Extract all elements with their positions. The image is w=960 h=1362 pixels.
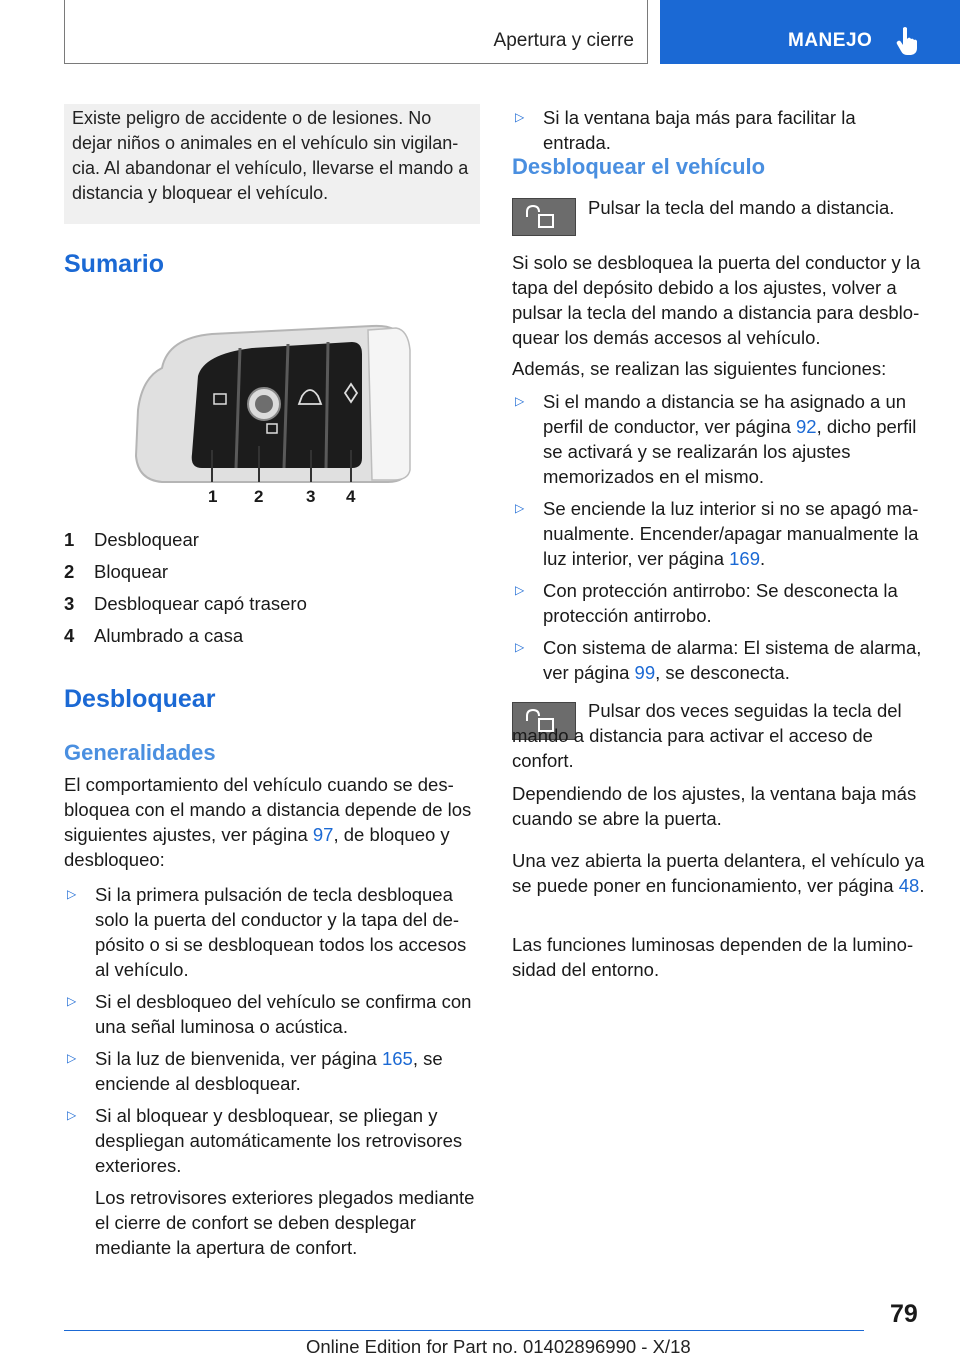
warning-text: Existe peligro de accidente o de lesiones. No dejar niños o animales en el vehículo sin vigilancia. Al abandonar el vehículo, llevarse el mando a distancia y bloquear el vehículo. <box>72 108 469 203</box>
triangle-bullet-icon: ▷ <box>515 583 525 597</box>
triangle-bullet-icon: ▷ <box>67 1108 77 1122</box>
list-item <box>512 496 928 571</box>
heading-sumario: Sumario <box>64 250 165 278</box>
paragraph-lights: Las funciones luminosas dependen de la luminosidad del entorno. <box>512 934 914 980</box>
header-tab-label[interactable]: MANEJO <box>788 30 873 51</box>
legend-text: Desbloquear <box>94 529 199 550</box>
intro-text: El comportamiento del vehículo cuando se desbloquea con el mando a distancia depende de los siguientes ajustes, ver página <box>64 774 472 845</box>
figure-number-2: 2 <box>254 487 264 506</box>
intro-text-end: , de bloqueo y desbloqueo: <box>64 824 450 870</box>
footer-divider <box>64 1330 864 1331</box>
page-link-99[interactable]: 99 <box>634 662 656 683</box>
heading-desbloquear-vehiculo: Desbloquear el vehículo <box>512 154 766 179</box>
list-item <box>64 1103 480 1260</box>
paragraph-start: Una vez abierta la puerta delantera, el vehículo ya se puede poner en funcionamiento, ver página 48. <box>512 850 925 896</box>
intro-paragraph <box>64 772 480 872</box>
list-item <box>512 105 928 155</box>
figure-number-4: 4 <box>346 487 356 506</box>
legend-item <box>64 623 480 648</box>
list-item <box>512 635 928 685</box>
legend-item <box>64 591 480 616</box>
list-item-note: Los retrovisores exteriores plegados mediante el cierre de confort se deben desplegar mediante la apertura de confort. <box>95 1187 475 1258</box>
pointing-hand-icon <box>896 26 922 56</box>
list-item-text: Si el mando a distancia se ha asignado a un perfil de conductor, ver página 92, dicho perfil se activará y se realizarán los ajustes memorizados en el mismo. <box>543 391 917 487</box>
legend-num: 2 <box>64 561 75 582</box>
list-item <box>512 578 928 628</box>
functions-list <box>512 389 928 685</box>
unlock-instruction: Pulsar la tecla del mando a distancia. <box>588 197 895 218</box>
settings-list <box>64 882 480 1260</box>
list-item-text: Con sistema de alarma: El sistema de alarma, ver página 99, se desconecta. <box>543 637 922 683</box>
legend-num: 1 <box>64 529 75 550</box>
legend-num: 4 <box>64 625 75 646</box>
warning-box <box>64 104 480 224</box>
legend-text: Bloquear <box>94 561 169 582</box>
list-item <box>512 389 928 489</box>
paragraph-functions: Además, se realizan las siguientes funciones: <box>512 358 887 379</box>
paragraph-unlock-settings: Si solo se desbloquea la puerta del conductor y la tapa del depósito debido a los ajustes, volver a pulsar la tecla del mando a distancia para desbloquear los demás accesos al vehículo. <box>512 252 921 348</box>
page-link-48[interactable]: 48 <box>898 875 920 896</box>
legend-text: Alumbrado a casa <box>94 625 244 646</box>
key-fob-figure <box>132 320 416 510</box>
triangle-bullet-icon: ▷ <box>67 887 77 901</box>
figure-number-3: 3 <box>306 487 316 506</box>
page-link-169[interactable]: 169 <box>729 548 761 569</box>
page-link-92[interactable]: 92 <box>796 416 817 437</box>
triangle-bullet-icon: ▷ <box>67 994 77 1008</box>
legend-item <box>64 559 480 584</box>
comfort-access-instruction: Pulsar dos veces seguidas la tecla del mando a distancia para activar el acceso de confort. <box>512 700 902 771</box>
heading-generalidades: Generalidades <box>64 740 216 765</box>
right-top-list <box>512 105 928 155</box>
legend-text: Desbloquear capó trasero <box>94 593 307 614</box>
unlock-icon <box>513 199 575 235</box>
list-item <box>64 1046 480 1096</box>
unlock-button-icon-box <box>512 198 576 236</box>
list-item <box>64 882 480 982</box>
paragraph-window: Dependiendo de los ajustes, la ventana baja más cuando se abre la puerta. <box>512 783 917 829</box>
edition-text: Online Edition for Part no. 01402896990 - X/18 <box>306 1336 691 1357</box>
legend-list <box>64 527 480 648</box>
triangle-bullet-icon: ▷ <box>515 501 525 515</box>
triangle-bullet-icon: ▷ <box>515 640 525 654</box>
list-item-text: Si la ventana baja más para facilitar la entrada. <box>543 107 856 153</box>
page-number: 79 <box>890 1300 918 1328</box>
list-item-text: Si la luz de bienvenida, ver página 165, se enciende al desbloquear. <box>95 1048 443 1094</box>
heading-desbloquear: Desbloquear <box>64 685 216 713</box>
triangle-bullet-icon: ▷ <box>515 394 525 408</box>
list-item-text: Si al bloquear y desbloquear, se pliegan y despliegan automáticamente los retrovisores exteriores. Los retrovisores exteriores plegados mediante el cierre de confort se deben desplegar mediante la apertura de confort. <box>95 1103 480 1260</box>
page-link-97[interactable]: 97 <box>312 824 334 845</box>
list-item-text: Se enciende la luz interior si no se apagó manualmente. Encender/apagar manualmente la luz interior, ver página 169. <box>543 498 919 569</box>
legend-num: 3 <box>64 593 75 614</box>
triangle-bullet-icon: ▷ <box>67 1051 77 1065</box>
header-section-title: Apertura y cierre <box>493 30 634 51</box>
triangle-bullet-icon: ▷ <box>515 110 525 124</box>
list-item-text: Con protección antirrobo: Se desconecta la protección antirrobo. <box>543 580 898 626</box>
legend-item <box>64 527 480 552</box>
list-item <box>64 989 480 1039</box>
list-item-text: Si el desbloqueo del vehículo se confirma con una señal luminosa o acústica. <box>95 991 472 1037</box>
page-link-165[interactable]: 165 <box>381 1048 413 1069</box>
list-item-text: Si la primera pulsación de tecla desbloquea solo la puerta del conductor y la tapa del depósito o si se desbloquean todos los accesos al vehículo. <box>95 884 467 980</box>
figure-number-1: 1 <box>208 487 218 506</box>
